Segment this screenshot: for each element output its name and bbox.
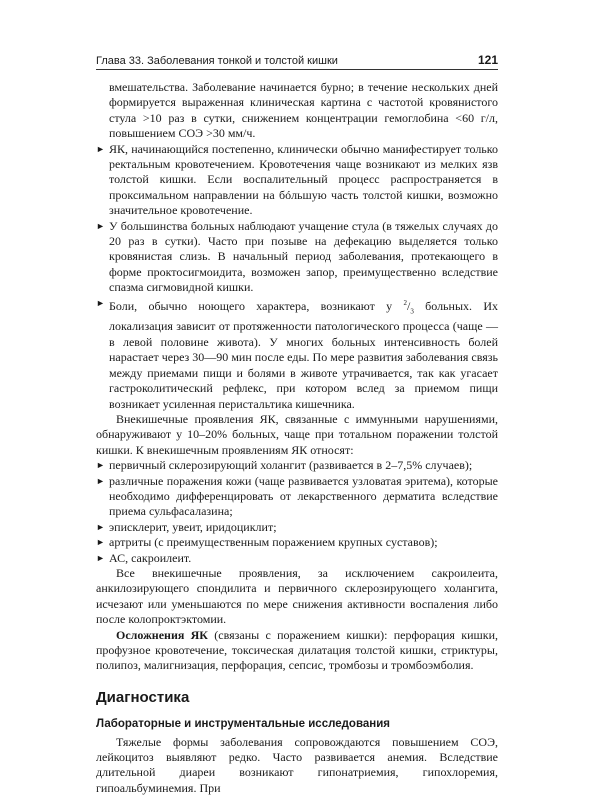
bullet-text: ЯК, начинающийся постепенно, клинически обычно манифестирует только ректальным кровотечением. Кровотечения чаще возникают из мелких язв толстой кишки. Если воспалительный процесс распространяется в проксимальном направлении на бóльшую часть толстой кишки, возможно значительное кровотечение.	[109, 141, 498, 218]
bullet-text: Боли, обычно ноющего характера, возникают у	[109, 298, 404, 313]
list-item-text: различные поражения кожи (чаще развивается узловатая эритема), которые необходимо дифференцировать от лекарственного дерматита вследствие приема сульфасалазина;	[109, 473, 498, 519]
fraction-numerator: 2	[403, 298, 407, 307]
list-item	[96, 535, 498, 550]
bullet-marker: ►	[96, 460, 105, 471]
section-heading: Диагностика	[96, 688, 190, 706]
bullet-marker: ►	[96, 220, 105, 231]
list-item	[96, 474, 498, 520]
list-item-text: первичный склерозирующий холангит (развивается в 2–7,5% случаев);	[109, 458, 473, 473]
bullet-text: больных. Их локализация зависит от протяженности патологического процесса (чаще — в левой половине живота). У многих больных интенсивность болей нарастает через 30—90 мин после еды. По мере развития заболевания связь между приемами пищи и болями в животе утрачивается, так как угасает гастроколитический рефлекс, при котором вслед за приемом пищи возникает усиленная перистальтика кишечника.	[109, 298, 498, 411]
bullet-item: ► Боли, обычно ноющего характера, возникают у $^2/_3$ больных. Их локализация зависит от протяженности патологического процесса (чаще — в левой половине живота). У многих больных интенсивность болей нарастает через 30—90 мин после еды. По мере развития заболевания связь между приемами пищи и болями в животе утрачивается, так как угасает гастроколитический рефлекс, при котором вслед за приемом пищи возникает усиленная перистальтика кишечника.	[96, 297, 498, 411]
chapter-title: Глава 33. Заболевания тонкой и толстой кишки	[96, 55, 338, 67]
bullet-text: У большинства больных наблюдают учащение стула (в тяжелых случаях до 20 раз в сутки). Часто при позыве на дефекацию выделяется только кровянистая слизь. В начальный период заболевания, протекающего в форме проктосигмоидита, возможен запор, преимущественно вследствие спазма сигмовидной кишки.	[109, 218, 498, 295]
paragraph: Тяжелые формы заболевания сопровождаются повышением СОЭ, лейкоцитоз выявляют редко. Часто развивается анемия. Вследствие длительной диареи возникают гипонатриемия, гипохлоремия, гипоальбуминемия. При	[96, 734, 498, 795]
running-header	[96, 53, 498, 70]
paragraph: Все внекишечные проявления, за исключением сакроилеита, анкилозирующего спондилита и первичного склерозирующего холангита, исчезают или уменьшаются по мере снижения активности воспаления либо после колопроктэктомии.	[96, 565, 498, 627]
bullet-marker: ►	[96, 552, 105, 563]
paragraph-continuation: вмешательства. Заболевание начинается бурно; в течение нескольких дней формируется выраженная клиническая картина с частотой кровянистого стула >10 раз в сутки, снижением концентрации гемоглобина <60 г/л, повышением СОЭ >30 мм/ч.	[109, 80, 498, 141]
paragraph: Внекишечные проявления ЯК, связанные с иммунными нарушениями, обнаруживают у 10–20% больных, чаще при тотальном поражении толстой кишки. К внекишечным проявлениям ЯК относят:	[96, 411, 498, 457]
list-item-text: эписклерит, увеит, иридоциклит;	[109, 519, 277, 534]
bullet-marker: ►	[96, 143, 105, 154]
list-item	[96, 520, 498, 535]
page-body	[96, 80, 498, 796]
complications-text: (связаны с поражением кишки): перфорация кишки, профузное кровотечение, токсическая дилатация толстой кишки, стриктуры, полипоз, малигнизация, перфорация, сепсис, тромбозы и тромбоэмболия.	[96, 627, 498, 673]
list-item-text: АС, сакроилеит.	[109, 550, 192, 565]
fraction-denominator: 3	[410, 307, 414, 316]
bullet-marker: ►	[96, 475, 105, 486]
list-item	[96, 458, 498, 473]
bullet-item	[96, 142, 498, 219]
list-item-text: артриты (с преимущественным поражением крупных суставов);	[109, 535, 438, 550]
paragraph	[96, 628, 498, 674]
subsection-heading: Лабораторные и инструментальные исследования	[96, 718, 390, 731]
bullet-marker: ►	[96, 297, 105, 308]
bullet-marker: ►	[96, 521, 105, 532]
complications-term: Осложнения ЯК	[116, 627, 209, 642]
page-number: 121	[477, 53, 498, 67]
list-item	[96, 551, 498, 566]
bullet-marker: ►	[96, 537, 105, 548]
bullet-item	[96, 219, 498, 296]
